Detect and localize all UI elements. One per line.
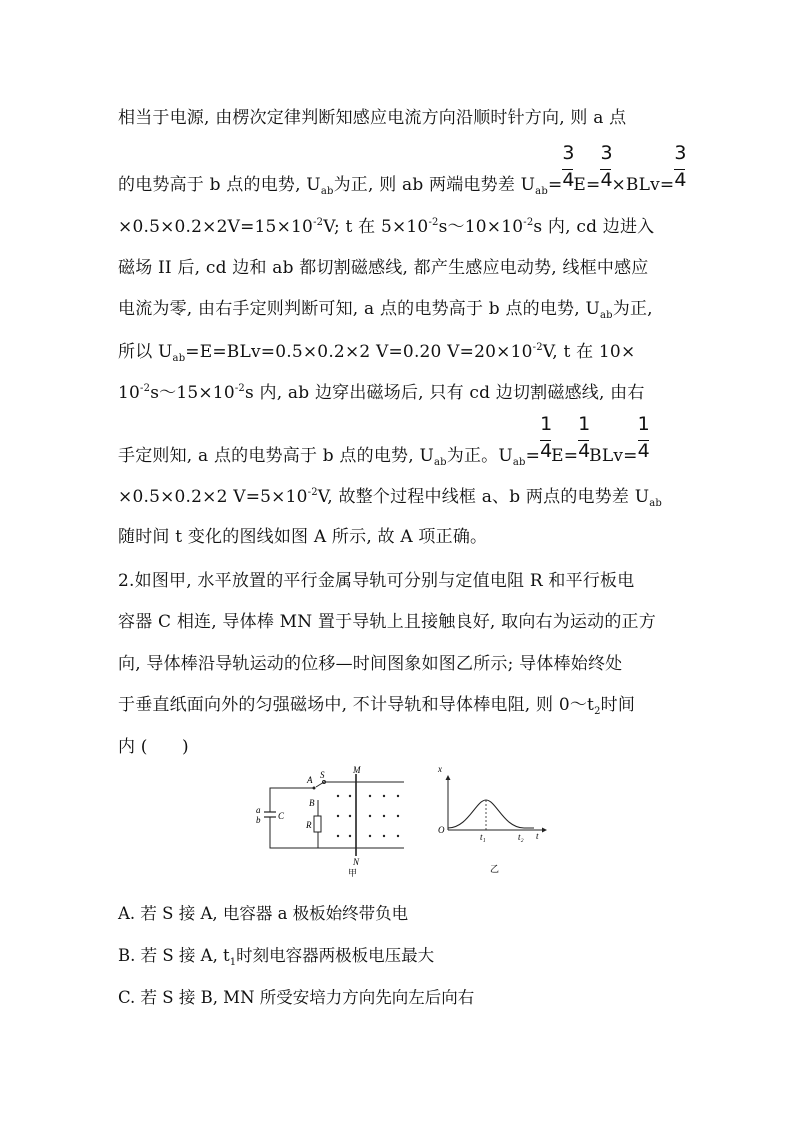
option-c: C. 若 S 接 B, MN 所受安培力方向先向左后向右 <box>118 988 475 1007</box>
circuit-diagram-jia <box>256 765 404 878</box>
label-S: S <box>320 770 325 780</box>
magnetic-field-dots <box>337 795 399 837</box>
text-line-10: 随时间 t 变化的图线如图 A 所示, 故 A 项正确。 <box>118 527 488 547</box>
option-b: B. 若 S 接 A, $t_1$时刻电容器两极板电压最大 <box>118 946 435 968</box>
fraction-3-4: $\frac{3}{4}$ <box>674 142 687 191</box>
fraction-1-4: $\frac{1}{4}$ <box>578 413 591 462</box>
label-A: A <box>307 775 313 785</box>
label-B: B <box>309 798 315 808</box>
label-b: b <box>256 815 261 825</box>
label-a: a <box>256 805 261 815</box>
label-R: R <box>306 820 312 830</box>
displacement-curve <box>448 800 534 828</box>
text-line-2: 的电势高于 b 点的电势, $U_{ab}$为正, 则 ab 两端电势差 $U_{ab}=$ $\frac{3}{4}$ E= $\frac{3}{4}$ ×BLv= $\frac{3}{4}$ <box>118 142 687 197</box>
label-x: x <box>438 764 442 774</box>
question-line-4: 于垂直纸面向外的匀强磁场中, 不计导轨和导体棒电阻, 则 $0\sim t_2$时间 <box>118 695 636 717</box>
label-t: t <box>536 831 539 841</box>
label-C: C <box>278 811 285 821</box>
text-line-9: ×0.5×0.2×2 $V=5\times 10^{-2}V$, 故整个过程中线框 a、b 两点的电势差 $U_{ab}$ <box>118 487 663 509</box>
question-line-5: 内 ( ) <box>118 737 189 757</box>
text-line-4: 磁场 II 后, cd 边和 ab 都切割磁感线, 都产生感应电动势, 线框中感应 <box>118 258 649 278</box>
text-line-3: $\times 0.5\times 0.2\times 2V=15\times 10^{-2}V$; t 在 $5\times 10^{-2}s\sim 10\times 10^{-2}s$ 内, cd 边进入 <box>118 217 655 237</box>
label-t1: t₁ <box>480 832 486 842</box>
fraction-3-4: $\frac{3}{4}$ <box>562 142 575 191</box>
text-line-1: 相当于电源, 由楞次定律判断知感应电流方向沿顺时针方向, 则 a 点 <box>118 108 627 128</box>
text-line-5: 电流为零, 由右手定则判断可知, a 点的电势高于 b 点的电势, $U_{ab}$为正, <box>118 299 653 321</box>
fraction-1-4: $\frac{1}{4}$ <box>637 413 650 462</box>
text-line-8: 手定则知, a 点的电势高于 b 点的电势, $U_{ab}$为正。$U_{ab}=$ $\frac{1}{4}$ E= $\frac{1}{4}$ BLv= $\frac{1}{4}$ <box>118 413 650 468</box>
question-line-2: 容器 C 相连, 导体棒 MN 置于导轨上且接触良好, 取向右为运动的正方 <box>118 612 656 632</box>
option-a: A. 若 S 接 A, 电容器 a 极板始终带负电 <box>118 904 409 923</box>
question-figure <box>252 764 552 880</box>
label-O: O <box>438 825 445 835</box>
xt-graph-yi <box>437 764 547 874</box>
text-line-7: $10^{-2}s\sim 15\times 10^{-2}s$ 内, ab 边穿出磁场后, 只有 cd 边切割磁感线, 由右 <box>118 383 645 403</box>
fraction-1-4: $\frac{1}{4}$ <box>540 413 553 462</box>
resistor-R <box>314 816 321 832</box>
figure-label-jia: 甲 <box>348 868 358 878</box>
fraction-3-4: $\frac{3}{4}$ <box>600 142 613 191</box>
text-line-6: 所以 $U_{ab}=E=BLv=0.5\times 0.2\times 2$ V=0.20 $V=20\times 10^{-2}V$, t 在 10× <box>118 342 636 364</box>
question-line-3: 向, 导体棒沿导轨运动的位移—时间图象如图乙所示; 导体棒始终处 <box>118 654 623 674</box>
label-N: N <box>353 857 360 867</box>
question-line-1: 2.如图甲, 水平放置的平行金属导轨可分别与定值电阻 R 和平行板电 <box>118 571 635 591</box>
label-M: M <box>353 765 361 775</box>
figure-label-yi: 乙 <box>490 864 500 874</box>
label-t2: t₂ <box>518 832 524 842</box>
